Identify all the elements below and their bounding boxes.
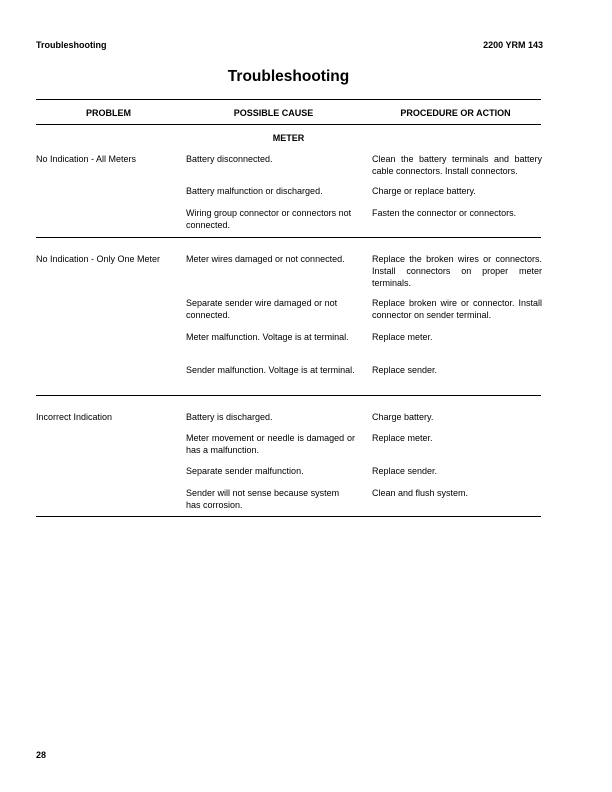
cause-cell: Separate sender wire damaged or not connected. bbox=[186, 298, 338, 320]
cause-cell: Sender malfunction. Voltage is at terminal. bbox=[186, 365, 355, 375]
table-bottom-rule bbox=[36, 516, 541, 517]
cause-cell: Meter wires damaged or not connected. bbox=[186, 254, 345, 264]
action-cell: Replace broken wire or connector. Install connector on sender terminal. bbox=[372, 298, 542, 320]
cause-cell: Meter movement or needle is damaged or has a malfunction. bbox=[186, 433, 355, 455]
problem-cell: Incorrect Indication bbox=[36, 412, 113, 422]
cause-cell: Sender will not sense because system has corrosion. bbox=[186, 488, 340, 510]
problem-cell: No Indication - Only One Meter bbox=[36, 254, 161, 264]
column-header-procedure: PROCEDURE OR ACTION bbox=[400, 108, 511, 118]
action-cell: Replace meter. bbox=[372, 332, 433, 342]
page-number: 28 bbox=[36, 750, 47, 760]
action-cell: Replace meter. bbox=[372, 433, 433, 443]
action-cell: Replace sender. bbox=[372, 365, 438, 375]
action-cell: Charge or replace battery. bbox=[372, 186, 476, 196]
cause-cell: Separate sender malfunction. bbox=[186, 466, 304, 476]
cause-cell: Wiring group connector or connectors not connected. bbox=[186, 208, 352, 230]
page-title: Troubleshooting bbox=[227, 68, 350, 85]
section-label-meter: METER bbox=[272, 133, 305, 143]
action-cell: Charge battery. bbox=[372, 412, 434, 422]
cause-cell: Battery is discharged. bbox=[186, 412, 273, 422]
running-header-left: Troubleshooting bbox=[36, 40, 107, 50]
column-header-problem: PROBLEM bbox=[86, 108, 131, 118]
problem-cell: No Indication - All Meters bbox=[36, 154, 137, 164]
cause-cell: Battery disconnected. bbox=[186, 154, 273, 164]
action-cell: Replace the broken wires or connectors. Install connectors on proper meter terminals. bbox=[372, 254, 542, 288]
cause-cell: Meter malfunction. Voltage is at terminal. bbox=[186, 332, 349, 342]
action-cell: Clean and flush system. bbox=[372, 488, 469, 498]
group-divider bbox=[36, 395, 541, 396]
group-divider bbox=[36, 237, 541, 238]
action-cell: Fasten the connector or connectors. bbox=[372, 208, 517, 218]
cause-cell: Battery malfunction or discharged. bbox=[186, 186, 323, 196]
running-header-right: 2200 YRM 143 bbox=[483, 40, 543, 50]
header-bottom-rule bbox=[36, 124, 541, 125]
action-cell: Replace sender. bbox=[372, 466, 438, 476]
action-cell: Clean the battery terminals and battery cable connectors. Install connectors. bbox=[372, 154, 542, 176]
table-top-rule bbox=[36, 99, 541, 100]
column-header-possible-cause: POSSIBLE CAUSE bbox=[233, 108, 314, 118]
